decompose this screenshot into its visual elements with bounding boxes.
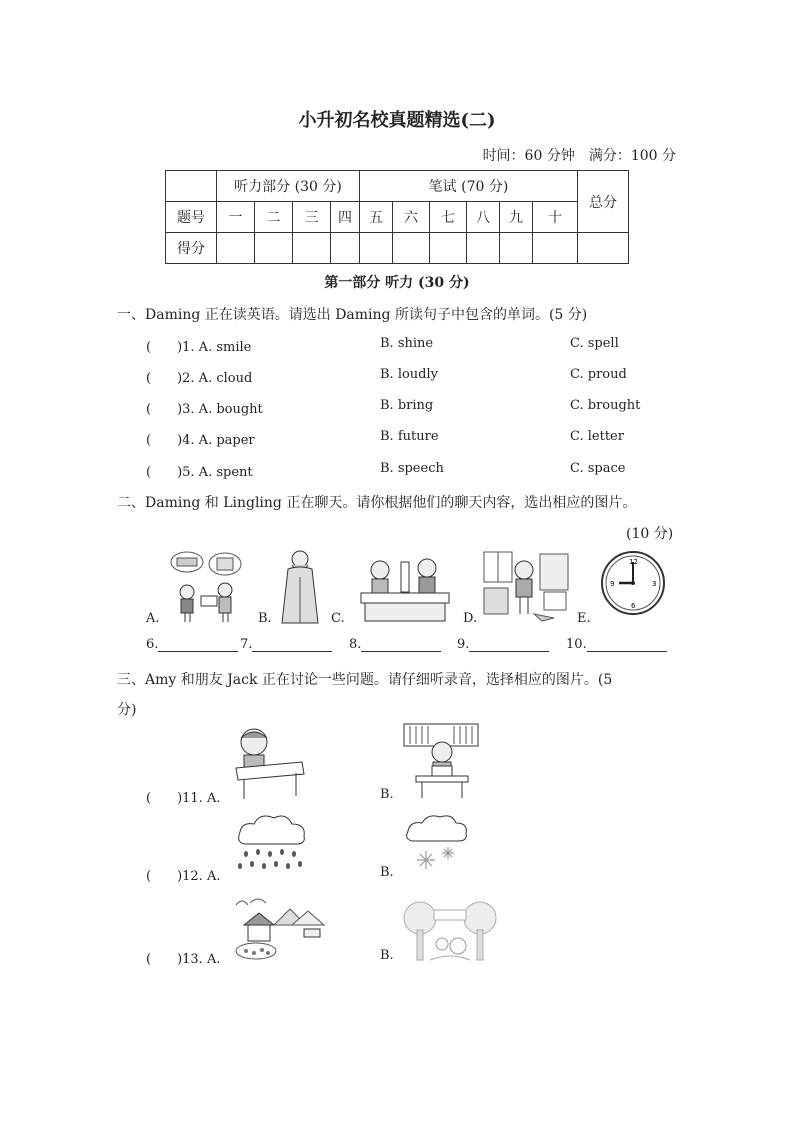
q4-number: ( )4. A. paper bbox=[146, 433, 255, 448]
q3-option-b: B. bring bbox=[380, 398, 434, 413]
col-number: 五 bbox=[360, 202, 393, 233]
col-number: 四 bbox=[331, 202, 360, 233]
section3-heading-cont: 分) bbox=[117, 702, 137, 718]
row-number-label: 题号 bbox=[166, 202, 217, 233]
q3-number: ( )3. A. bought bbox=[146, 402, 263, 417]
picture-11a-writing-icon bbox=[232, 724, 307, 801]
picture-12b-snow-icon bbox=[404, 813, 470, 879]
q11-number: ( )11. A. bbox=[146, 791, 221, 806]
section3-heading: 三、Amy 和朋友 Jack 正在讨论一些问题。请仔细听录音，选择相应的图片。(5 bbox=[117, 672, 613, 688]
section1-heading: 一、Daming 正在读英语。请选出 Daming 所读句子中包含的单词。(5 分) bbox=[117, 307, 588, 323]
blank-number: 6. bbox=[146, 637, 159, 652]
q2-number: ( )2. A. cloud bbox=[146, 371, 253, 386]
answer-blank-10[interactable] bbox=[566, 637, 667, 652]
page-title: 小升初名校真题精选(二) bbox=[298, 110, 496, 131]
svg-text:3: 3 bbox=[652, 580, 657, 588]
total-header: 总分 bbox=[578, 171, 629, 233]
blank-number: 7. bbox=[240, 637, 253, 652]
q5-number: ( )5. A. spent bbox=[146, 465, 253, 480]
q4-option-b: B. future bbox=[380, 429, 439, 444]
listening-header: 听力部分 (30 分) bbox=[217, 171, 360, 202]
writing-header: 笔试 (70 分) bbox=[360, 171, 578, 202]
q12-option-b: B. bbox=[380, 865, 394, 880]
q2-option-b: B. loudly bbox=[380, 367, 438, 382]
part1-title: 第一部分 听力 (30 分) bbox=[324, 275, 470, 291]
q1-option-c: C. spell bbox=[570, 336, 619, 351]
q5-option-b: B. speech bbox=[380, 461, 444, 476]
col-number: 七 bbox=[430, 202, 467, 233]
q4-option-c: C. letter bbox=[570, 429, 624, 444]
col-number: 九 bbox=[500, 202, 533, 233]
svg-text:9: 9 bbox=[610, 580, 615, 588]
picture-13a-farm-icon bbox=[234, 895, 328, 961]
q2-option-c: C. proud bbox=[570, 367, 627, 382]
blank-number: 9. bbox=[457, 637, 470, 652]
label-c: C. bbox=[331, 611, 345, 626]
answer-blank-7[interactable] bbox=[240, 637, 332, 652]
picture-a-tourists-icon bbox=[165, 550, 255, 624]
picture-11b-reading-icon bbox=[402, 722, 480, 800]
answer-blank-8[interactable] bbox=[349, 637, 441, 652]
picture-d-messy-room-icon bbox=[482, 548, 572, 623]
q3-option-c: C. brought bbox=[570, 398, 641, 413]
blank-number: 10. bbox=[566, 637, 587, 652]
q5-option-c: C. space bbox=[570, 461, 626, 476]
label-a: A. bbox=[146, 611, 160, 626]
q1-option-b: B. shine bbox=[380, 336, 434, 351]
q12-number: ( )12. A. bbox=[146, 869, 221, 884]
time-info: 时间：60 分钟 满分：100 分 bbox=[482, 148, 676, 164]
answer-blank-9[interactable] bbox=[457, 637, 549, 652]
answer-blank-6[interactable] bbox=[146, 637, 238, 652]
score-table bbox=[165, 170, 629, 264]
picture-e-clock-icon bbox=[600, 550, 666, 616]
col-number: 二 bbox=[255, 202, 293, 233]
svg-text:6: 6 bbox=[631, 602, 636, 610]
svg-text:12: 12 bbox=[629, 558, 638, 566]
label-e: E. bbox=[577, 611, 591, 626]
label-d: D. bbox=[463, 611, 478, 626]
label-b: B. bbox=[258, 611, 272, 626]
col-number: 十 bbox=[533, 202, 578, 233]
q13-option-b: B. bbox=[380, 948, 394, 963]
col-number: 三 bbox=[293, 202, 331, 233]
picture-c-experiment-icon bbox=[355, 548, 455, 623]
col-number: 八 bbox=[467, 202, 500, 233]
col-number: 一 bbox=[217, 202, 255, 233]
picture-b-confucius-icon bbox=[278, 547, 323, 625]
q11-option-b: B. bbox=[380, 787, 394, 802]
row-score-label: 得分 bbox=[166, 233, 217, 264]
section2-heading: 二、Daming 和 Lingling 正在聊天。请你根据他们的聊天内容，选出相应的图片。 bbox=[117, 495, 637, 511]
q1-number: ( )1. A. smile bbox=[146, 340, 252, 355]
picture-13b-zoo-icon bbox=[400, 900, 500, 964]
blank-number: 8. bbox=[349, 637, 362, 652]
picture-12a-rain-icon bbox=[234, 812, 310, 874]
q13-number: ( )13. A. bbox=[146, 952, 221, 967]
col-number: 六 bbox=[393, 202, 430, 233]
section2-points: (10 分) bbox=[626, 526, 674, 542]
